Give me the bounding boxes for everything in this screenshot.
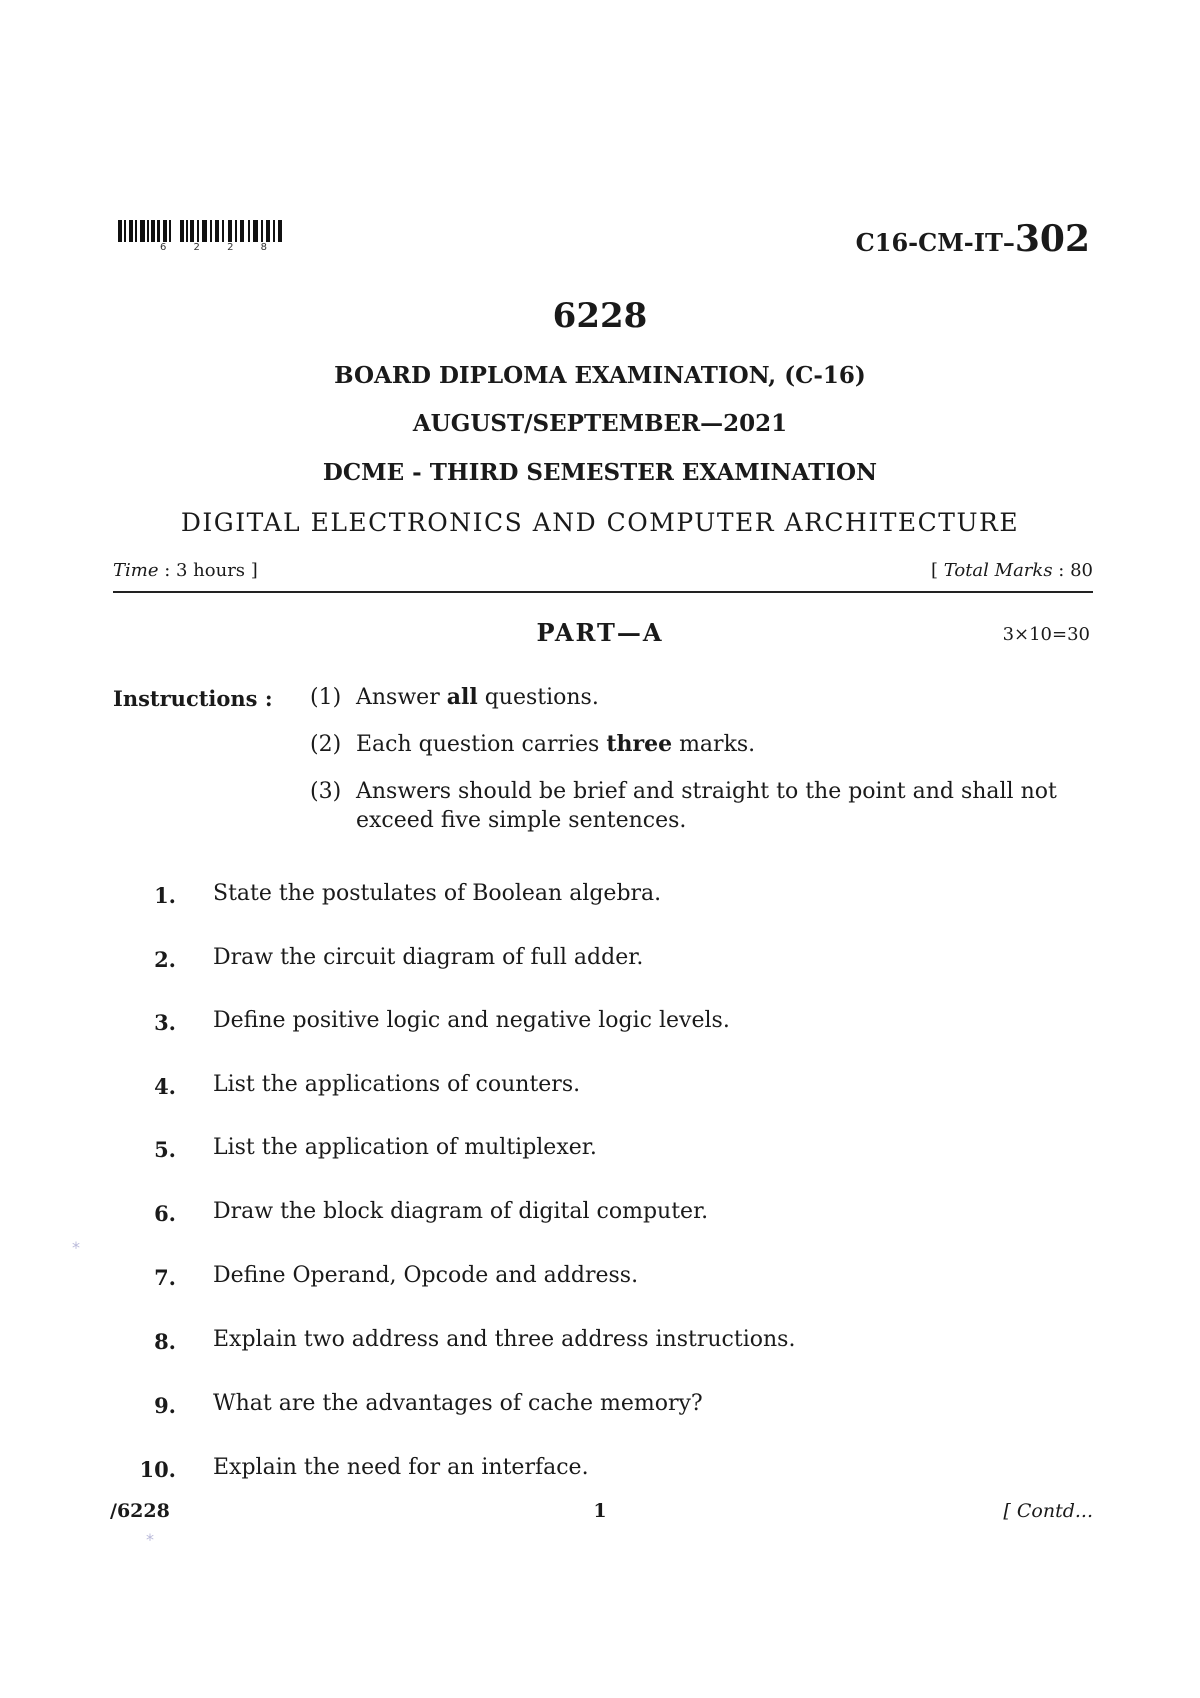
header-divider xyxy=(113,591,1093,593)
paper-code-prefix: C16-CM-IT– xyxy=(855,228,1015,257)
question-text: Explain the need for an interface. xyxy=(213,1455,589,1480)
question-number: 9. xyxy=(154,1393,176,1418)
barcode-bars xyxy=(118,220,284,244)
subject-title: DIGITAL ELECTRONICS AND COMPUTER ARCHITECTURE xyxy=(180,508,1020,537)
question-number: 6. xyxy=(154,1201,176,1226)
exam-code: 6228 xyxy=(552,296,648,336)
question-text: Define Operand, Opcode and address. xyxy=(213,1263,639,1288)
instruction-number: (1) xyxy=(310,685,342,710)
time-label: Time xyxy=(113,560,159,581)
question-number: 10. xyxy=(139,1457,176,1482)
question-text: Define positive logic and negative logic levels. xyxy=(213,1008,730,1033)
margin-star-mark: * xyxy=(72,1238,80,1257)
continued-label: [ Contd... xyxy=(1003,1500,1093,1522)
exam-name: DCME - THIRD SEMESTER EXAMINATION xyxy=(322,459,878,486)
margin-star-mark: * xyxy=(146,1530,154,1549)
time-value: : 3 hours ] xyxy=(164,560,258,581)
question-number: 4. xyxy=(154,1074,176,1099)
question-number: 5. xyxy=(154,1137,176,1162)
instruction-text: Answer all questions. xyxy=(356,684,599,710)
time-info xyxy=(113,560,258,581)
question-number: 2. xyxy=(154,947,176,972)
question-text: Draw the block diagram of digital computer. xyxy=(213,1199,709,1224)
instruction-text: Answers should be brief and straight to the point and shall not exceed five simple sentences. xyxy=(356,779,1057,833)
board-title: BOARD DIPLOMA EXAMINATION, (C-16) xyxy=(334,362,866,389)
question-text: Explain two address and three address instructions. xyxy=(213,1327,796,1352)
barcode xyxy=(118,220,284,260)
barcode-digits: 6 2 2 8 xyxy=(160,242,279,253)
question-number: 3. xyxy=(154,1010,176,1035)
question-number: 1. xyxy=(154,883,176,908)
question-text: Draw the circuit diagram of full adder. xyxy=(213,945,644,970)
exam-session: AUGUST/SEPTEMBER—2021 xyxy=(412,410,788,437)
marks-value: : 80 xyxy=(1058,560,1093,581)
paper-code xyxy=(856,218,1090,260)
total-marks-info xyxy=(931,560,1093,581)
instruction-number: (3) xyxy=(310,779,342,804)
footer-code: /6228 xyxy=(110,1500,170,1522)
part-marks: 3×10=30 xyxy=(1002,624,1090,645)
question-number: 7. xyxy=(154,1265,176,1290)
question-number: 8. xyxy=(154,1329,176,1354)
marks-bracket: [ xyxy=(930,560,939,581)
part-title: PART—A xyxy=(536,618,664,647)
instructions-label: Instructions : xyxy=(113,686,273,711)
question-text: State the postulates of Boolean algebra. xyxy=(213,881,662,906)
instruction-number: (2) xyxy=(310,732,342,757)
marks-label: Total Marks xyxy=(943,560,1053,581)
paper-code-number: 302 xyxy=(1014,218,1090,260)
page-number: 1 xyxy=(593,1500,607,1522)
instruction-text: Each question carries three marks. xyxy=(356,731,756,757)
question-text: List the applications of counters. xyxy=(213,1072,581,1097)
question-text: What are the advantages of cache memory? xyxy=(213,1391,703,1416)
question-text: List the application of multiplexer. xyxy=(213,1135,597,1160)
